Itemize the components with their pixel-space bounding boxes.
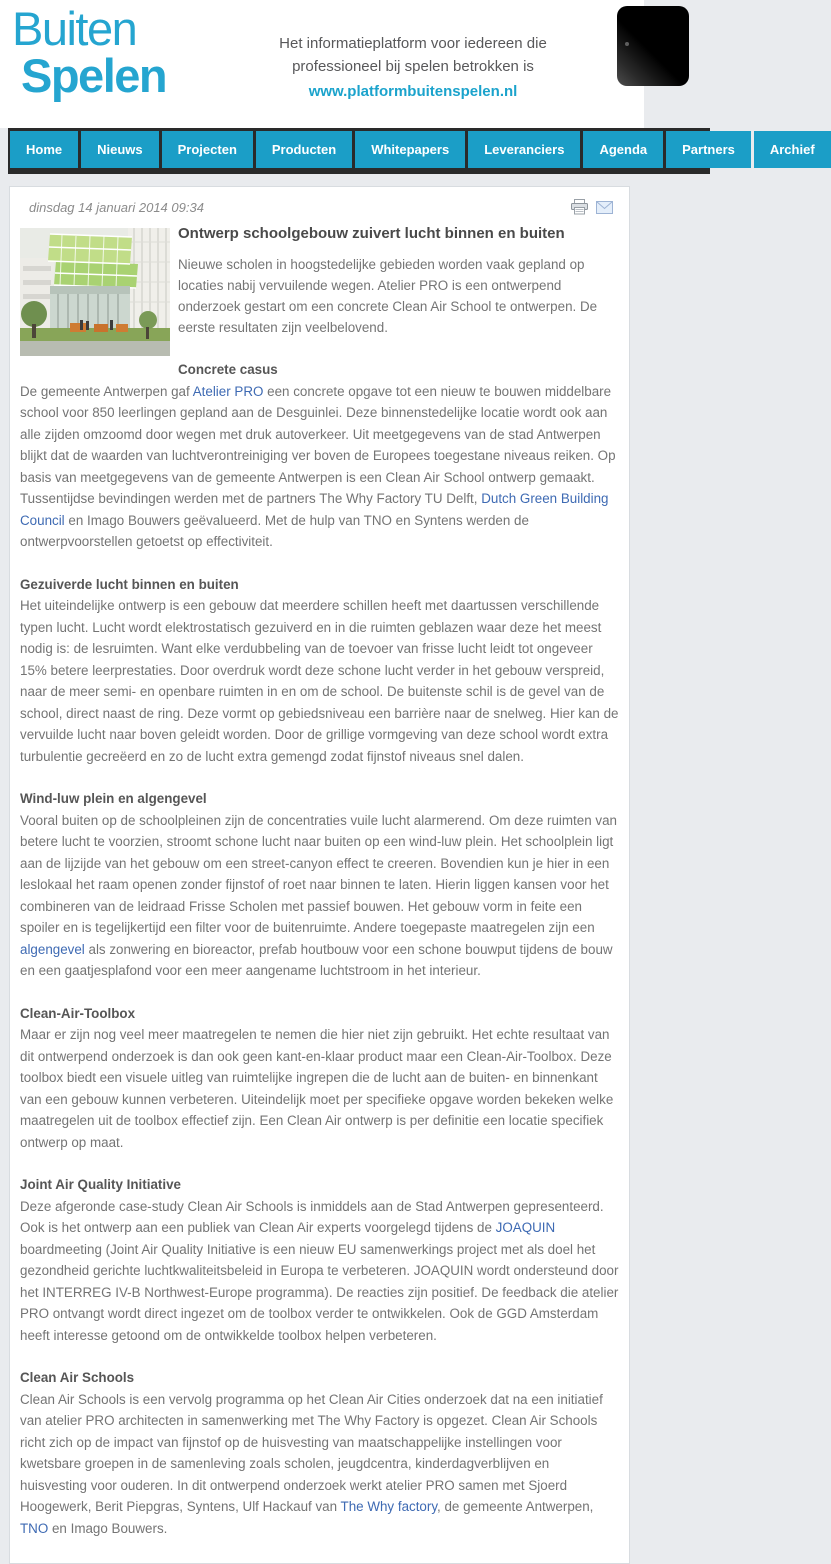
inline-link-dutch-green-building-council[interactable]: Dutch Green Building Council bbox=[20, 491, 609, 528]
text-segment: en Imago Bouwers geëvalueerd. Met de hulp van TNO en Syntens werden de ontwerpvoorstellen getoetst op effectiviteit. bbox=[20, 512, 529, 549]
section-paragraph bbox=[20, 1024, 619, 1153]
nav-item-leveranciers[interactable]: Leveranciers bbox=[468, 131, 580, 168]
section-heading: Wind-luw plein en algengevel bbox=[20, 791, 207, 806]
nav-item-projecten[interactable]: Projecten bbox=[162, 131, 253, 168]
nav-item-home[interactable]: Home bbox=[10, 131, 78, 168]
nav-item-partners[interactable]: Partners bbox=[666, 131, 751, 168]
tagline-line1: Het informatieplatform voor iedereen die bbox=[279, 35, 547, 52]
text-segment: als zonwering en bioreactor, prefab houtbouw voor een schone bouwput tijdens de bouw en een gaatjesplafond voor een meer aangename luchtstroom in het interieur. bbox=[20, 941, 613, 978]
site-tagline bbox=[246, 32, 580, 103]
promo-device-image bbox=[617, 6, 689, 86]
section-paragraph bbox=[20, 1389, 619, 1540]
print-icon[interactable] bbox=[571, 199, 588, 215]
site-logo[interactable] bbox=[12, 2, 167, 102]
article-image bbox=[20, 228, 170, 356]
nav-item-agenda[interactable]: Agenda bbox=[583, 131, 663, 168]
section-heading: Gezuiverde lucht binnen en buiten bbox=[20, 576, 239, 592]
device-camera-dot bbox=[625, 42, 629, 46]
email-icon[interactable] bbox=[596, 201, 613, 214]
text-segment: , de gemeente Antwerpen, bbox=[437, 1499, 594, 1514]
section-paragraph bbox=[20, 595, 619, 767]
section-paragraph bbox=[20, 810, 619, 982]
inline-link-tno[interactable]: TNO bbox=[20, 1520, 49, 1536]
site-header bbox=[0, 0, 644, 128]
section-heading: Clean Air Schools bbox=[20, 1370, 135, 1385]
inline-link-atelier-pro[interactable]: Atelier PRO bbox=[192, 383, 264, 399]
article-section bbox=[20, 1003, 619, 1154]
article-section bbox=[20, 788, 619, 982]
article-section bbox=[20, 359, 619, 553]
inline-link-the-why-factory[interactable]: The Why factory bbox=[340, 1499, 438, 1514]
inline-link-algengevel[interactable]: algengevel bbox=[20, 941, 85, 957]
article-section bbox=[20, 1174, 619, 1346]
site-link[interactable]: www.platformbuitenspelen.nl bbox=[308, 83, 518, 100]
article-section bbox=[20, 1367, 619, 1539]
section-heading: Clean-Air-Toolbox bbox=[20, 1005, 136, 1021]
text-segment: Het uiteindelijke ontwerp is een gebouw dat meerdere schillen heeft met daartussen verschillende typen lucht. Lucht wordt elektrostatisch gezuiverd en in die ruimten geblazen waar deze het meest nodig is: de lesruimten. Want elke verdubbeling van de toevoer van frisse lucht leidt tot ongeveer 15% betere leerprestaties. Door overdruk wordt deze schone lucht verder in het gebouw verspreid, naar de meer semi- en openbare ruimten in en om de school. De buitenste schil is de gevel van de school, direct naast de ring. Deze vormt op gebiedsniveau een barrière naar de snelweg. Hier kan de vervuilde lucht naar boven geleidt worden. Door de grillige vormgeving van deze school wordt extra turbulentie gecreëerd en zo de lucht extra gemengd zodat fijnstof niveaus snel dalen. bbox=[20, 598, 619, 764]
text-segment: en Imago Bouwers. bbox=[48, 1520, 168, 1536]
nav-item-nieuws[interactable]: Nieuws bbox=[81, 131, 159, 168]
main-nav bbox=[8, 128, 815, 174]
section-paragraph bbox=[20, 1196, 619, 1347]
text-segment: De gemeente Antwerpen gaf bbox=[20, 383, 193, 399]
article-actions bbox=[571, 199, 613, 215]
section-heading: Joint Air Quality Initiative bbox=[20, 1177, 181, 1192]
text-segment: Deze afgeronde case-study Clean Air Schools is inmiddels aan de Stad Antwerpen gepresenteerd. Ook is het ontwerp aan een publiek van Clean Air experts voorgelegd tijdens de bbox=[20, 1198, 604, 1235]
text-segment: Maar er zijn nog veel meer maatregelen te nemen die hier niet zijn gebruikt. Het echte resultaat van dit ontwerpend onderzoek is dan ook geen kant-en-klaar product maar een Clean-Air-Toolbox. Deze toolbox biedt een visuele uitleg van ruimtelijke ingrepen die de lucht aan de buiten- en binnenkant van een gebouw kunnen verbeteren. Uiteindelijk moet per specifieke opgave worden bekeken welke maatregelen uit de toolbox effectief zijn. Een Clean Air ontwerp is per definitie een locatie specifiek ontwerp op maat. bbox=[20, 1027, 614, 1150]
inline-link-joaquin[interactable]: JOAQUIN bbox=[495, 1220, 556, 1235]
logo-line2: Spelen bbox=[21, 49, 167, 102]
section-paragraph bbox=[20, 381, 619, 553]
article-body bbox=[20, 225, 619, 1539]
article-date: dinsdag 14 januari 2014 09:34 bbox=[29, 200, 204, 215]
nav-item-whitepapers[interactable]: Whitepapers bbox=[355, 131, 465, 168]
article-meta bbox=[20, 199, 619, 223]
article-section bbox=[20, 574, 619, 768]
nav-item-producten[interactable]: Producten bbox=[256, 131, 352, 168]
text-segment: een concrete opgave tot een nieuw te bouwen middelbare school voor 850 leerlingen gepland aan de Desguinlei. Deze binnenstedelijke locatie wordt ook aan alle zijden omzoomd door wegen met druk autoverkeer. Uit meetgegevens van de stad Antwerpen blijkt dat de waarden van luchtverontreiniging ver boven de Europees toegestane niveaus reiken. Op basis van meetgegevens van de gemeente Antwerpen is een Clean Air School ontwerp gemaakt. Tussentijdse bevindingen werden met de partners The Why Factory TU Delft, bbox=[20, 383, 616, 506]
article-title: Ontwerp schoolgebouw zuivert lucht binnen en buiten bbox=[178, 225, 565, 242]
nav-item-archief[interactable]: Archief bbox=[754, 131, 831, 168]
tagline-line2: professioneel bij spelen betrokken is bbox=[292, 58, 534, 75]
logo-line1: Buiten bbox=[12, 2, 137, 55]
text-segment: Vooral buiten op de schoolpleinen zijn de concentraties vuile lucht alarmerend. Om deze ruimten van betere lucht te voorzien, stroomt schone lucht naar buiten op een wind-luw plein. Het schoolplein ligt aan de lijzijde van het gebouw om een street-canyon effect te creeren. Bovendien kun je hier in een leslokaal het raam openen zonder fijnstof of roet naar binnen te laten. Hierin liggen kansen voor het combineren van de leidraad Frisse Scholen met passief bouwen. Het gebouw vorm in feite een spoiler en is tegelijkertijd een filter voor de buitenruimte. Andere toegepaste maatregelen zijn een bbox=[20, 812, 617, 935]
article-panel bbox=[9, 186, 630, 1564]
text-segment: boardmeeting (Joint Air Quality Initiative is een nieuw EU samenwerkings project met als doel het gezondheid gerichte luchtkwaliteitsbeleid in Europa te verbeteren. JOAQUIN wordt ondersteund door het INTERREG IV-B Northwest-Europe programma). De reacties zijn positief. De feedback die atelier PRO ontvangt wordt direct ingezet om de toolbox verder te ontwikkelen. Ook de GGD Amsterdam heeft interesse getoond om de ontwikkelde toolbox helpen verbeteren. bbox=[20, 1241, 619, 1343]
section-heading: Concrete casus bbox=[178, 362, 278, 377]
article-intro: Nieuwe scholen in hoogstedelijke gebieden worden vaak gepland op locaties nabij vervuilende wegen. Atelier PRO is een ontwerpend onderzoek gestart om een concrete Clean Air School te ontwerpen. De eerste resultaten zijn veelbelovend. bbox=[178, 257, 598, 335]
text-segment: Clean Air Schools is een vervolg programma op het Clean Air Cities onderzoek dat na een initiatief van atelier PRO architecten in samenwerking met The Why Factory is opgezet. Clean Air Schools richt zich op de impact van fijnstof op de huisvesting van maatschappelijke instellingen voor kwetsbare groepen in de samenleving zoals scholen, jeugdcentra, kinderdagverblijven en huisvesting voor ouderen. In dit ontwerpend onderzoek werkt atelier PRO samen met Sjoerd Hoogewerk, Berit Piepgras, Syntens, Ulf Hackauf van bbox=[20, 1391, 603, 1514]
